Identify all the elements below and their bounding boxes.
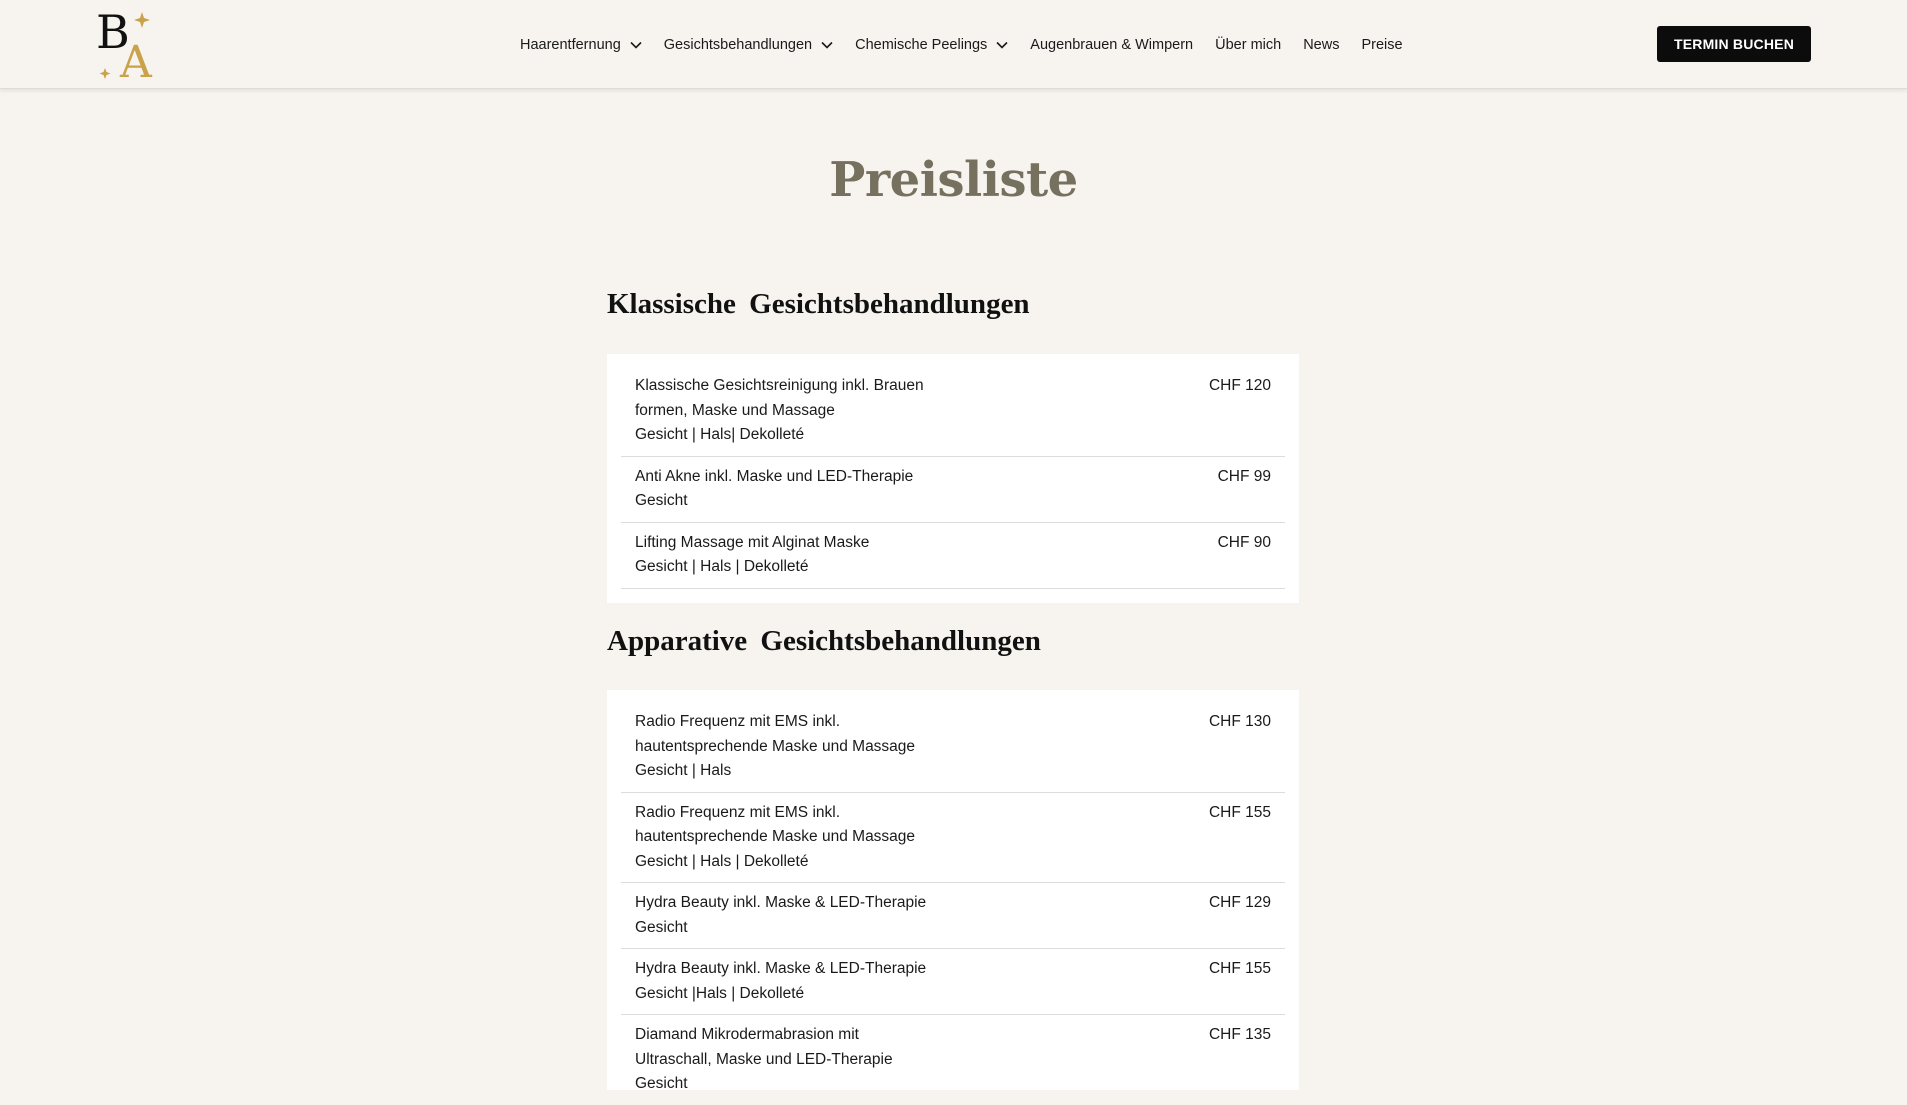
chevron-down-icon: [630, 41, 642, 49]
nav-item-label: Chemische Peelings: [855, 36, 988, 53]
price-card-apparative: [607, 690, 1299, 1090]
treatment-name: Lifting Massage mit Alginat Maske Gesicht | Hals | Dekolleté: [635, 533, 870, 575]
treatment-name: Klassische Gesichtsreinigung inkl. Brauen formen, Maske und Massage Gesicht | Hals| Dekolleté: [635, 377, 924, 443]
price-row: [621, 883, 1285, 949]
treatment-price: CHF 135: [1208, 1026, 1271, 1043]
nav-item-news[interactable]: [1303, 37, 1339, 53]
nav-item-label: Gesichtsbehandlungen: [663, 36, 813, 53]
treatment-name: Hydra Beauty inkl. Maske & LED-Therapie Gesicht: [635, 894, 927, 936]
nav-item-augenbrauen-wimpern[interactable]: [1030, 37, 1193, 53]
svg-text:B: B: [96, 5, 130, 59]
treatment-name: Radio Frequenz mit EMS inkl. hautentsprechende Maske und Massage Gesicht | Hals | Dekolleté: [635, 803, 916, 870]
treatment-name: Radio Frequenz mit EMS inkl. hautentsprechende Maske und Massage Gesicht | Hals: [635, 713, 916, 779]
nav-item-haarentfernung[interactable]: [520, 37, 642, 53]
price-row: [621, 949, 1285, 1015]
price-row: [621, 457, 1285, 523]
price-card-klassische: [607, 354, 1299, 603]
main-nav: [520, 0, 1425, 89]
nav-item-gesichtsbehandlungen[interactable]: [664, 37, 833, 53]
nav-item-label: Preise: [1361, 36, 1403, 53]
treatment-price: CHF 129: [1208, 894, 1271, 911]
treatment-price: CHF 130: [1208, 713, 1271, 730]
svg-text:A: A: [120, 37, 152, 88]
book-appointment-button[interactable]: TERMIN BUCHEN: [1657, 26, 1811, 62]
nav-item-chemische-peelings[interactable]: [855, 37, 1008, 53]
section-title: Apparative Gesichtsbehandlungen: [607, 625, 1041, 657]
nav-item-label: Über mich: [1215, 36, 1282, 53]
nav-item-label: Haarentfernung: [520, 36, 621, 53]
chevron-down-icon: [821, 41, 833, 49]
brand-logo[interactable]: [96, 5, 166, 88]
nav-item-ueber-mich[interactable]: [1215, 37, 1281, 53]
treatment-price: CHF 99: [1217, 467, 1271, 485]
treatment-price: CHF 155: [1208, 960, 1271, 977]
price-row: [621, 374, 1285, 457]
nav-item-label: Augenbrauen & Wimpern: [1030, 36, 1194, 53]
treatment-name: Diamand Mikrodermabrasion mit Ultraschall, Maske und LED-Therapie Gesicht: [635, 1026, 893, 1092]
price-row: [621, 710, 1285, 793]
page-title: Preisliste: [829, 152, 1078, 208]
treatment-price: CHF 120: [1208, 377, 1271, 394]
price-row: [621, 793, 1285, 884]
chevron-down-icon: [996, 41, 1008, 49]
treatment-price: CHF 90: [1217, 533, 1271, 551]
treatment-name: Anti Akne inkl. Maske und LED-Therapie Gesicht: [635, 467, 914, 509]
nav-item-preise[interactable]: [1361, 37, 1402, 53]
price-row: [621, 1015, 1285, 1105]
site-header: [0, 0, 1907, 89]
price-row: [621, 523, 1285, 589]
ba-monogram-icon: [96, 5, 166, 88]
nav-item-label: News: [1303, 36, 1340, 53]
treatment-price: CHF 155: [1208, 803, 1271, 821]
treatment-name: Hydra Beauty inkl. Maske & LED-Therapie Gesicht |Hals | Dekolleté: [635, 960, 927, 1002]
section-title: Klassische Gesichtsbehandlungen: [607, 288, 1030, 320]
